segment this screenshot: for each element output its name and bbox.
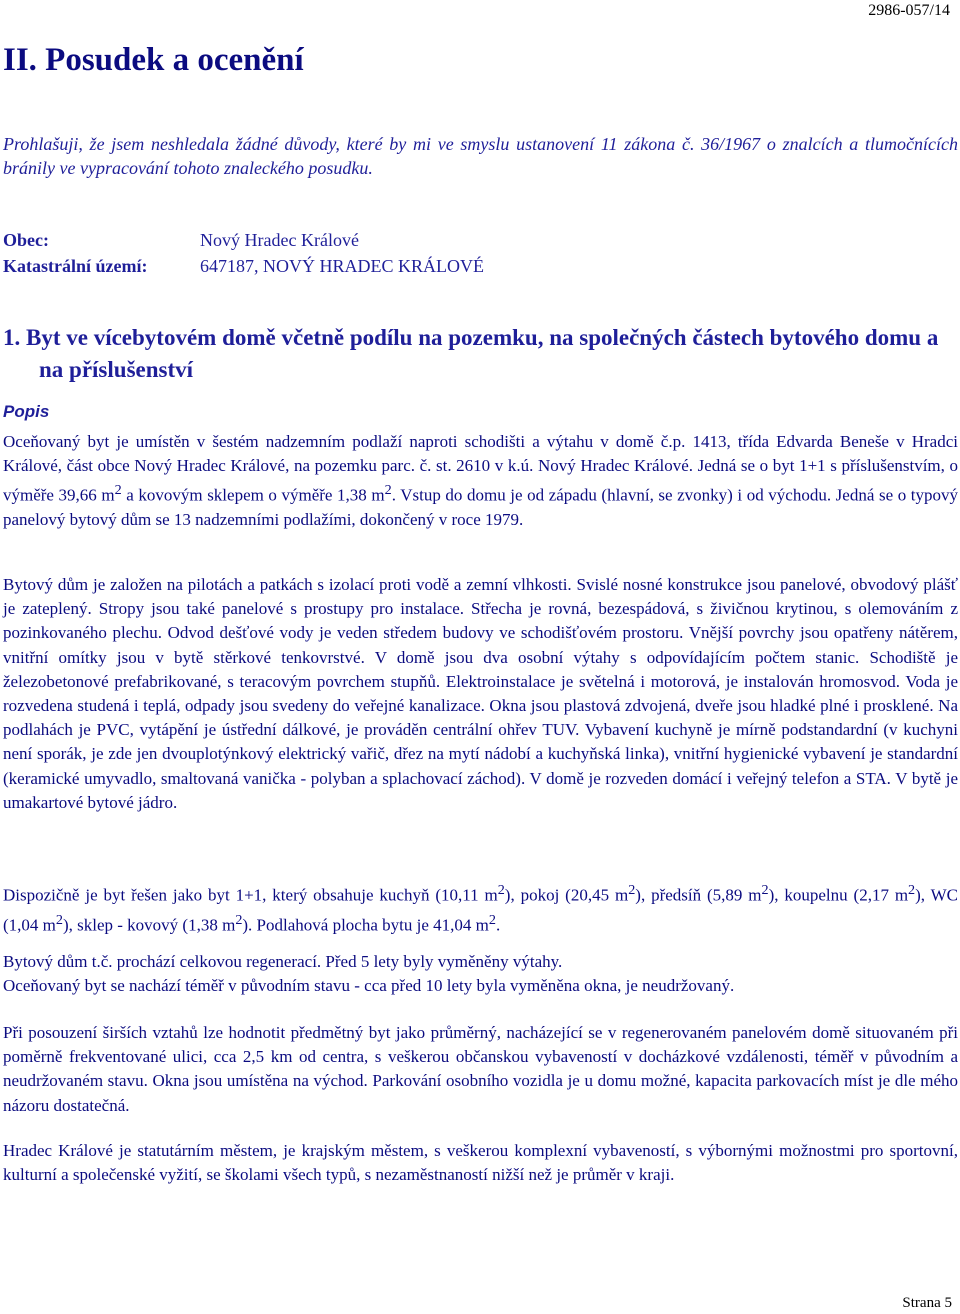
sup-unit: 2 bbox=[114, 482, 122, 499]
p3-text-c: ), předsíň (5,89 m bbox=[635, 885, 762, 905]
p3-text-a: Dispozičně je byt řešen jako byt 1+1, který obsahuje kuchyň (10,11 m bbox=[3, 885, 498, 905]
p2-text: Bytový dům je založen na pilotách a patkách s izolací proti vodě a zemní vlhkosti. Svislé nosné konstrukce jsou panelové, obvodový plášť je zateplený. Stropy jsou také panelové s prostupy pro instalace. Střecha je rovná, bezespádová, s živičnou krytinou, s olemováním z pozinkovaného plechu. Odvod dešťové vody je veden středem budovy ve schodišťovém prostoru. Vnější povrchy jsou opatřeny nátěrem, vnitřní omítky jsou v bytě stěrkové tenkovrstvé. V domě jsou dva osobní výtahy s odpovídajícím počtem stanic. Schodiště je železobetonové prefabrikované, s teracovým povrchem stupňů. Elektroinstalace je světelná i motorová, je instalován hromosvod. Voda je rozvedena studená i teplá, odpady jsou svedeny do veřejné kanalizace. Okna jsou plastová zdvojená, dveře jsou hladké plné i prosklené. Na podlahách je PVC, vytápění je ústřední dálkové, je prováděn centrální ohřev TUV. Vybavení kuchyně je mírně podstandardní (v kuchyni není sporák, je zde jen dvouplotýnkový elektrický vařič, dřez na mytí nádobí a kuchyňská linka), vnitřní hygienické vybavení je standardní (keramické umyvadlo, smaltovaná vanička - polyban a splachovací záchod). V domě je rozveden domácí i veřejný telefon a STA. V bytě je umakartové bytové jádro. bbox=[3, 575, 958, 812]
obec-value: Nový Hradec Králové bbox=[200, 230, 359, 250]
paragraph-city bbox=[3, 1139, 958, 1187]
sup-unit: 2 bbox=[761, 882, 769, 898]
sup-unit: 2 bbox=[497, 882, 505, 898]
p4-line-a: Bytový dům t.č. prochází celkovou regenerací. Před 5 lety byly vyměněny výtahy. bbox=[3, 952, 563, 971]
intro-declaration: Prohlašuji, že jsem neshledala žádné důvody, které by mi ve smyslu ustanovení 11 zákona č. 36/1967 o znalcích a tlumočnících bránily ve vypracování tohoto znaleckého posudku. bbox=[3, 134, 958, 178]
document-number: 2986-057/14 bbox=[868, 2, 950, 19]
popis-label: Popis bbox=[3, 402, 50, 421]
p3-text-f: ), sklep - kovový (1,38 m bbox=[62, 915, 236, 935]
sup-unit: 2 bbox=[908, 882, 916, 898]
katastr-label: Katastrální území: bbox=[3, 256, 148, 276]
katastr-value: 647187, NOVÝ HRADEC KRÁLOVÉ bbox=[200, 256, 484, 276]
paragraph-context bbox=[3, 1021, 958, 1118]
paragraph-construction bbox=[3, 573, 958, 815]
sup-unit: 2 bbox=[235, 911, 243, 928]
p5-text: Při posouzení širších vztahů lze hodnotit předmětný byt jako průměrný, nacházející se v regenerovaném panelovém domě situovaném při poměrně frekventované ulici, cca 2,5 km od centra, s veškerou občanskou vybaveností v docházkové vzdálenosti, téměř v původním a neudržovaném stavu. Okna jsou umístěna na východ. Parkování osobního vozidla je u domu možné, kapacita parkovacích míst je dle mého názoru dostatečná. bbox=[3, 1023, 958, 1115]
p3-text-g: ). Podlahová plocha bytu je 41,04 m bbox=[242, 915, 489, 935]
page-number: Strana 5 bbox=[902, 1295, 952, 1311]
paragraph-regeneration bbox=[3, 950, 958, 998]
p1-text-c: . Vstup do domu je od západu (hlavní, se zvonky) i od východu. Jedná se o typový panelový bytový dům se 13 nadzemními podlažími, dokončený v roce 1979. bbox=[3, 486, 958, 530]
p6-text: Hradec Králové je statutárním městem, je krajským městem, s veškerou komplexní vybaveností, s výbornými možnostmi pro sportovní, kulturní a společenské vyžití, se školami všech typů, s nezaměstnaností nižší než je průměr v kraji. bbox=[3, 1141, 958, 1185]
obec-label: Obec: bbox=[3, 230, 49, 250]
sup-unit: 2 bbox=[488, 911, 496, 928]
p3-text-d: ), koupelnu (2,17 m bbox=[768, 885, 909, 905]
page-title: II. Posudek a ocenění bbox=[3, 42, 304, 78]
p3-text-b: ), pokoj (20,45 m bbox=[504, 885, 629, 905]
p3-text-h: . bbox=[495, 915, 501, 935]
paragraph-location bbox=[3, 430, 958, 532]
section-heading: 1. Byt ve vícebytovém domě včetně podílu na pozemku, na společných částech bytového domu a na příslušenství bbox=[3, 325, 939, 382]
p1-text-b: a kovovým sklepem o výměře 1,38 m bbox=[121, 486, 385, 506]
sup-unit: 2 bbox=[384, 482, 392, 499]
sup-unit: 2 bbox=[55, 911, 63, 928]
paragraph-layout bbox=[3, 878, 958, 938]
p4-line-b: Oceňovaný byt se nachází téměř v původním stavu - cca před 10 lety byla vyměněna okna, je neudržovaný. bbox=[3, 976, 735, 996]
p1-text-a: Oceňovaný byt je umístěn v šestém nadzemním podlaží naproti schodišti a výtahu v domě č.p. 1413, třída Edvarda Beneše v Hradci Králové, část obce Nový Hradec Králové, na pozemku parc. č. st. 2610 v k.ú. Nový Hradec Králové. Jedná se o byt 1+1 s příslušenstvím, o výměře 39,66 m bbox=[3, 432, 958, 506]
sup-unit: 2 bbox=[628, 882, 636, 898]
p3-text-e: ), WC (1,04 m bbox=[3, 885, 958, 935]
